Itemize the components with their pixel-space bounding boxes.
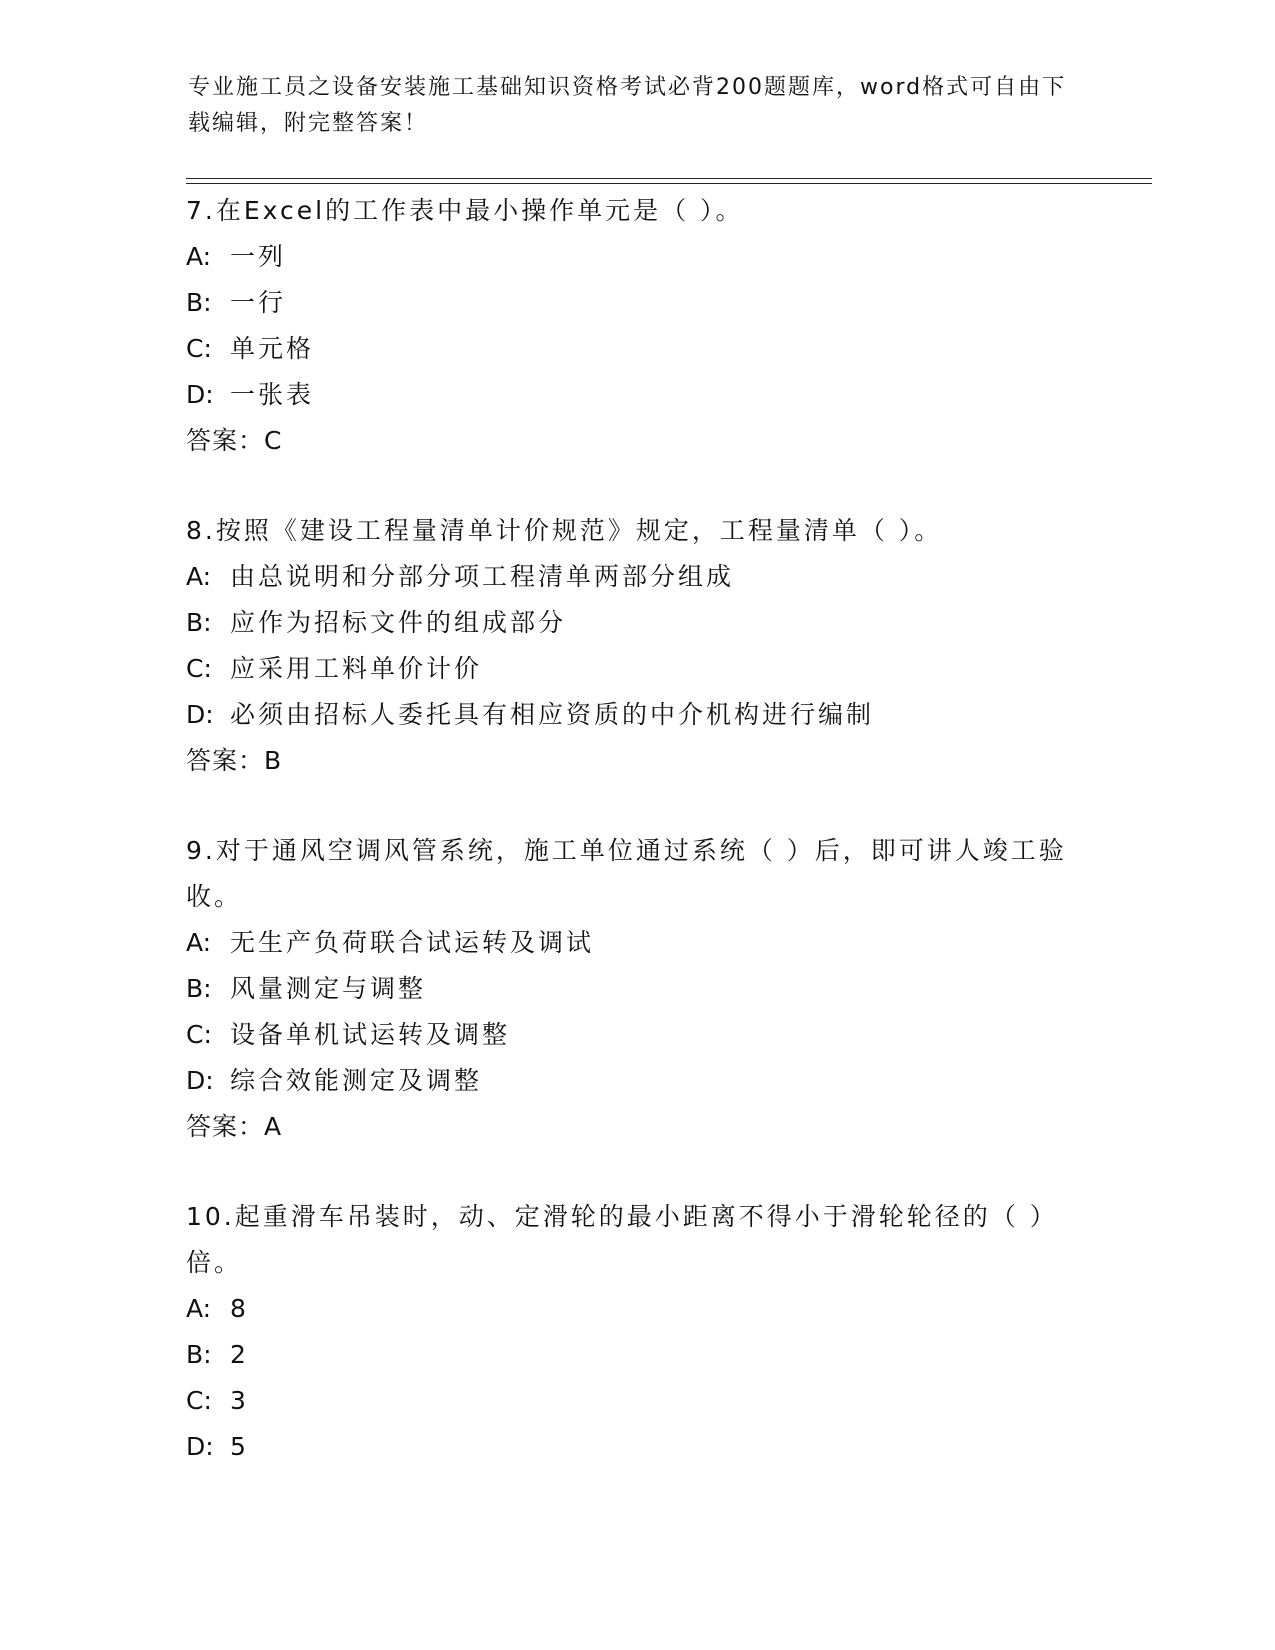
option-text: 设备单机试运转及调整 — [230, 1020, 511, 1049]
option-c — [186, 1378, 1086, 1424]
option-b — [186, 966, 1086, 1012]
option-d — [186, 1058, 1086, 1104]
question-text: 8.按照《建设工程量清单计价规范》规定，工程量清单（ ）。 — [186, 516, 943, 545]
divider-line — [186, 183, 1152, 184]
option-letter: D: — [186, 380, 214, 409]
option-d — [186, 692, 1086, 738]
question-text: 10.起重滑车吊装时，动、定滑轮的最小距离不得小于滑轮轮径的（ ）倍。 — [186, 1202, 1058, 1277]
option-a — [186, 234, 1086, 280]
option-letter: C: — [186, 1020, 212, 1049]
question-text: 7.在Excel的工作表中最小操作单元是（ ）。 — [186, 196, 744, 225]
answer-line: 答案：C — [186, 426, 283, 455]
option-text: 3 — [230, 1386, 249, 1415]
option-letter: B: — [186, 608, 212, 637]
option-letter: A: — [186, 1294, 212, 1323]
option-letter: D: — [186, 1432, 214, 1461]
answer-line: 答案：A — [186, 1112, 283, 1141]
divider-line — [186, 178, 1152, 179]
option-c — [186, 646, 1086, 692]
question-text: 9.对于通风空调风管系统，施工单位通过系统（ ）后，即可讲人竣工验收。 — [186, 836, 1067, 911]
option-b — [186, 280, 1086, 326]
option-a — [186, 1286, 1086, 1332]
option-letter: C: — [186, 654, 212, 683]
option-text: 一列 — [230, 242, 287, 271]
option-d — [186, 372, 1086, 418]
option-d — [186, 1424, 1086, 1470]
option-letter: D: — [186, 1066, 214, 1095]
option-text: 一行 — [230, 288, 287, 317]
option-letter: A: — [186, 928, 212, 957]
option-letter: C: — [186, 334, 212, 363]
option-letter: B: — [186, 288, 212, 317]
question-7 — [186, 188, 1086, 464]
question-9 — [186, 828, 1086, 1150]
option-a — [186, 920, 1086, 966]
option-letter: C: — [186, 1386, 212, 1415]
option-letter: A: — [186, 242, 212, 271]
option-text: 应采用工料单价计价 — [230, 654, 483, 683]
option-a — [186, 554, 1086, 600]
option-c — [186, 326, 1086, 372]
option-letter: B: — [186, 974, 212, 1003]
option-text: 风量测定与调整 — [230, 974, 427, 1003]
question-8 — [186, 508, 1086, 784]
option-text: 由总说明和分部分项工程清单两部分组成 — [230, 562, 735, 591]
option-letter: D: — [186, 700, 214, 729]
question-10 — [186, 1194, 1086, 1470]
option-c — [186, 1012, 1086, 1058]
option-text: 无生产负荷联合试运转及调试 — [230, 928, 595, 957]
option-text: 8 — [230, 1294, 249, 1323]
option-text: 综合效能测定及调整 — [230, 1066, 483, 1095]
option-letter: B: — [186, 1340, 212, 1369]
option-text: 应作为招标文件的组成部分 — [230, 608, 567, 637]
option-b — [186, 600, 1086, 646]
option-text: 单元格 — [230, 334, 315, 363]
option-letter: A: — [186, 562, 212, 591]
document-intro: 专业施工员之设备安装施工基础知识资格考试必背200题题库，word格式可自由下载编辑，附完整答案！ — [188, 75, 1067, 136]
answer-line: 答案：B — [186, 746, 283, 775]
option-text: 一张表 — [230, 380, 315, 409]
option-text: 必须由招标人委托具有相应资质的中介机构进行编制 — [230, 700, 875, 729]
option-text: 5 — [230, 1432, 249, 1461]
option-b — [186, 1332, 1086, 1378]
option-text: 2 — [230, 1340, 249, 1369]
